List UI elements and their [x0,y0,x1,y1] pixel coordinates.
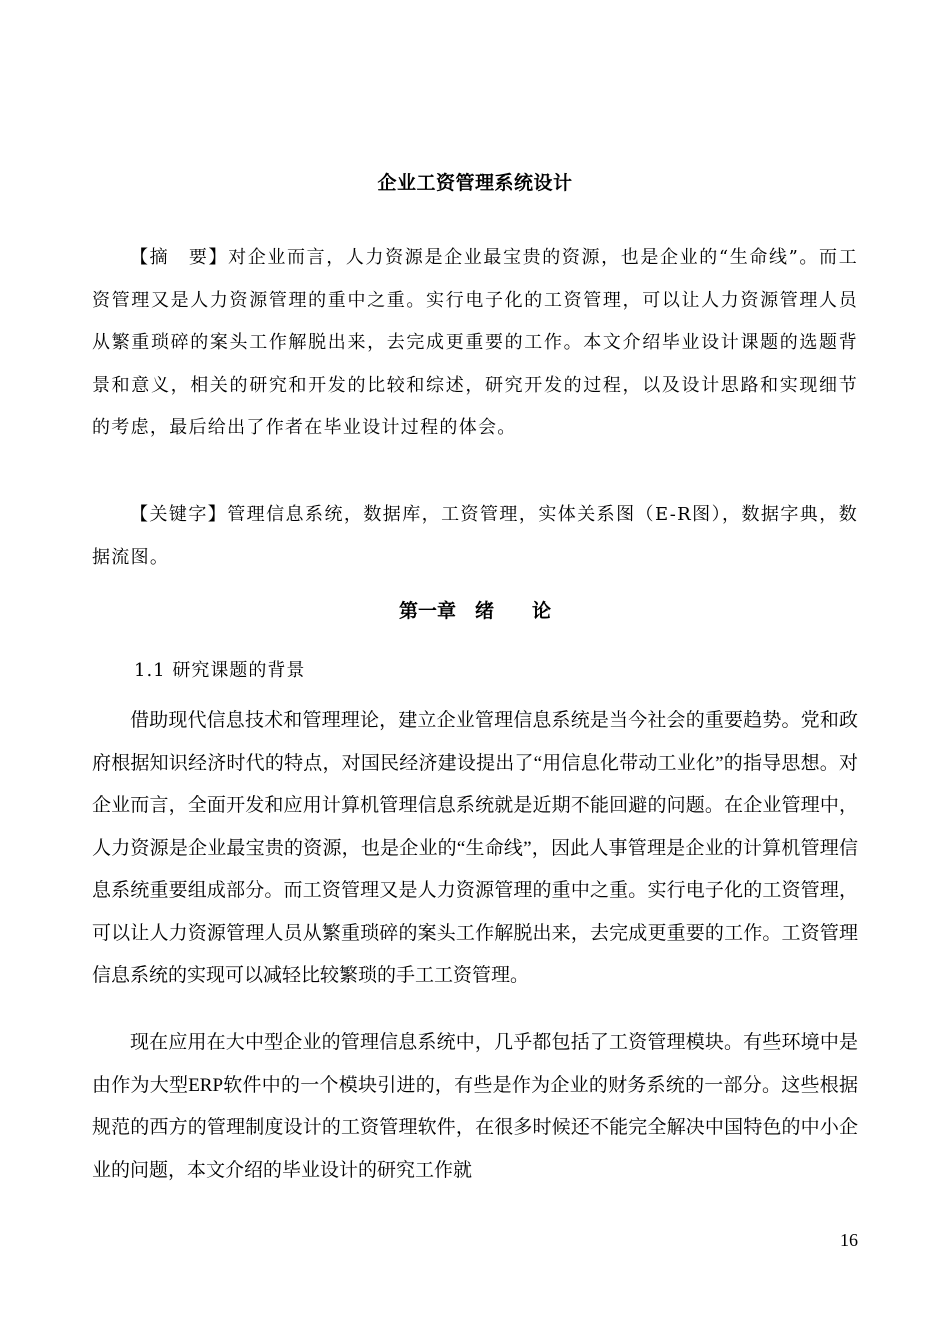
body-paragraph: 现在应用在大中型企业的管理信息系统中，几乎都包括了工资管理模块。有些环境中是由作为大型ERP软件中的一个模块引进的，有些是作为企业的财务系统的一部分。这些根据规范的西方的管理制度设计的工资管理软件，在很多时候还不能完全解决中国特色的中小企业的问题，本文介绍的毕业设计的研究工作就 [92,1032,858,1181]
document-page [92,0,858,1342]
keywords-paragraph: 【关键字】管理信息系统，数据库，工资管理，实体关系图（E-R图），数据字典，数据流图。 [92,504,858,568]
body-paragraph: 借助现代信息技术和管理理论，建立企业管理信息系统是当今社会的重要趋势。党和政府根据知识经济时代的特点，对国民经济建设提出了“用信息化带动工业化”的指导思想。对企业而言，全面开发和应用计算机管理信息系统就是近期不能回避的问题。在企业管理中，人力资源是企业最宝贵的资源，也是企业的“生命线”，因此人事管理是企业的计算机管理信息系统重要组成部分。而工资管理又是人力资源管理的重中之重。实行电子化的工资管理，可以让人力资源管理人员从繁重琐碎的案头工作解脱出来，去完成更重要的工作。工资管理信息系统的实现可以减轻比较繁琐的手工工资管理。 [92,710,858,986]
chapter-heading: 第一章 绪 论 [398,600,551,622]
document-title: 企业工资管理系统设计 [377,172,573,194]
abstract-paragraph: 【摘 要】对企业而言，人力资源是企业最宝贵的资源，也是企业的“生命线”。而工资管理又是人力资源管理的重中之重。实行电子化的工资管理，可以让人力资源管理人员从繁重琐碎的案头工作解脱出来，去完成更重要的工作。本文介绍毕业设计课题的选题背景和意义，相关的研究和开发的比较和综述，研究开发的过程，以及设计思路和实现细节的考虑，最后给出了作者在毕业设计过程的体会。 [92,247,858,438]
page-number: 16 [840,1230,858,1250]
section-heading: 1.1 研究课题的背景 [134,660,306,681]
